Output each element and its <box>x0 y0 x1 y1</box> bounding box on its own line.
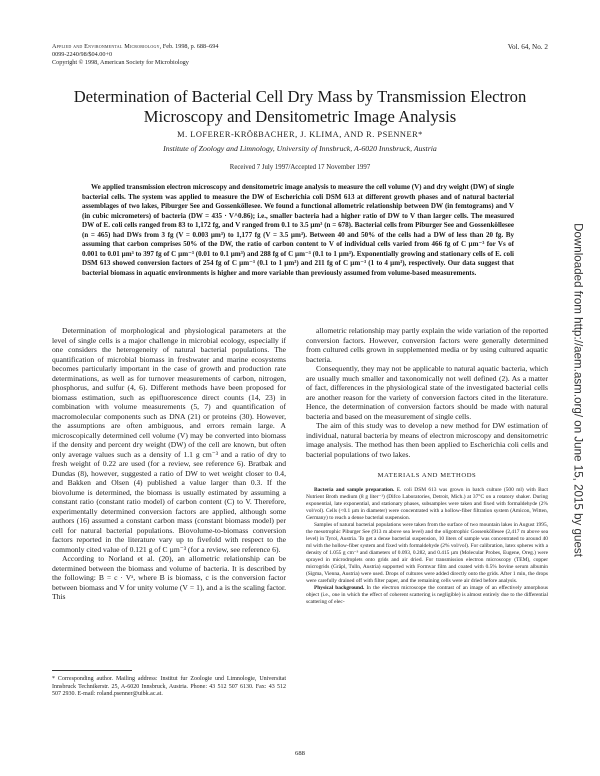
methods-text <box>306 487 548 607</box>
footnote: * Corresponding author. Mailing address: Institut fur Zoologie und Limnologie, Universitat Innsbruck Technikerstr. 25, A-6020 Innsbruck, Austria. Phone: 43 512 507 6130. Fax: 43 512 507 2930. E-mail: roland.psenner@uibk.ac.at. <box>52 676 286 698</box>
body-paragraph: The aim of this study was to develop a new method for DW estimation of individual, natural bacteria by means of electron microscopy and densitometric image analysis. The method has then been applied to Escherichia coli cells and bacterial populations of two lakes. <box>306 421 548 459</box>
methods-paragraph: Samples of natural bacterial populations were taken from the surface of two mountain lakes in August 1995, the mesotrophic Piburger See (913 m above sea level) and the oligotrophic Gossenköllesee (2,417 m above sea level) in Tyrol, Austria. To get a dense bacterial suspension, 10 liters of sample was concentrated to around 40 ml with the hollow-fiber system and fixed with formaldehyde (2% vol/vol). For calibration, latex spheres with a density of 1.055 g cm⁻³ and diameters of 0.093, 0.282, and 0.415 µm (Molecular Probes, Eugene, Oreg.) were sprayed in microdroplets onto grids and air dried. For transmission electron microscopy (TEM), copper microgrids (Gräpl, Tulln, Austria) supported with Formvar film and coated with 0.5% bovine serum albumin (Sigma, Vienna, Austria) were used. Drops of cultures were added directly onto the grids. After 1 min, the drops were carefully drained off with filter paper, and the remaining cells were air dried before analysis. <box>306 521 548 585</box>
right-column <box>306 326 548 606</box>
journal-name: Applied and Environmental Microbiology <box>52 43 160 50</box>
footnote-divider <box>52 670 132 671</box>
article-title: Determination of Bacterial Cell Dry Mass by Transmission Electron Microscopy and Densitometric Image Analysis <box>73 87 527 126</box>
methods-paragraph: Bacteria and sample preparation. E. coli DSM 613 was grown in batch culture (500 ml) with Bact Nutrient Broth medium (8 g liter⁻¹) (Difco Laboratories, Detroit, Mich.) at 37°C on a rotatory shaker. During exponential, late exponential, and stationary phases, subsamples were taken and fixed with formaldehyde (2% vol/vol). Cells (<0.1 µm in diameter) were concentrated with a hollow-fiber filtration system (Amicon, Witten, Germany) to reach a dense bacterial suspension. <box>306 486 548 521</box>
running-header <box>52 43 392 68</box>
left-column <box>52 326 286 602</box>
page-number: 688 <box>295 750 305 757</box>
volume-info: Vol. 64, No. 2 <box>507 43 548 51</box>
paragraph-lead: Bacteria and sample preparation. <box>314 486 395 493</box>
body-paragraph: Consequently, they may not be applicable to natural aquatic bacteria, which are usually much smaller and taxonomically not well defined (2). As a matter of fact, differences in the physiological state of the investigated bacterial cells are another reason for the variety of conversion factors cited in the literature. Hence, the determination of conversion factors should be made with natural bacteria and based on the measurement of single cells. <box>306 364 548 421</box>
received-date: Received 7 July 1997/Accepted 17 November 1997 <box>229 164 371 171</box>
section-heading: MATERIALS AND METHODS <box>377 472 477 479</box>
watermark-text: Downloaded from http://aem.asm.org/ on June 15, 2015 by guest <box>571 223 585 557</box>
issn: 0099-2240/98/$04.00+0 <box>52 51 113 59</box>
methods-paragraph: Physical background. In the electron microscope the contrast of an image of an effectively amorphous object (i.e., one in which the effect of coherent scattering is negligible) is almost entirely due to the differential scattering of elec- <box>306 585 548 606</box>
body-paragraph: Determination of morphological and physiological parameters at the level of single cells is a major challenge in microbial ecology, especially if one considers the heterogeneity of natural bacterial populations. The quantification of microbial biomass in freshwater and marine ecosystems becomes particularly important in the case of growth and production rate determinations, as well as for turnover measurements of carbon, nitrogen, phosphorus, and sulfur (4, 6). Different methods have been proposed for biomass estimation, such as epifluorescence direct counts (14, 23) in combination with volume measurements (5, 7) and quantification of macromolecular components such as DNA (21) or proteins (30). However, the assumptions are often ambiguous, and errors remain large. A microscopically determined cell volume (V) may be converted into biomass if the density and percent dry weight (DW) of the cell are known, but often only average values such as a density of 1.1 g cm⁻³ and a ratio of dry to fresh weight of 0.22 are used (for a review, see reference 6). Bratbak and Dundas (8), however, suggested a ratio of DW to wet weight closer to 0.4, and Bakken and Olsen (4) published a value larger than 0.3. If the biovolume is determined, the biomass is usually estimated by assuming a constant ratio (constant ratio model) of carbon content (C) to V. Therefore, experimentally determined conversion factors are applied, although some authors (16) assumed a constant carbon mass (constant biomass model) per cell for natural bacterial populations. Biovolume-to-biomass conversion factors reported in the literature vary up to fivefold with respect to the commonly cited value of 0.121 g of C µm⁻³ (for a review, see reference 6). <box>52 326 286 554</box>
abstract <box>82 183 514 278</box>
affiliation: Institute of Zoology and Limnology, University of Innsbruck, A-6020 Innsbruck, Austria <box>163 144 437 153</box>
paragraph-lead: Physical background. <box>314 585 365 592</box>
download-watermark <box>568 200 588 580</box>
copyright: Copyright © 1998, American Society for Microbiology <box>52 59 189 67</box>
date-pages: , Feb. 1998, p. 688–694 <box>159 43 219 50</box>
authors: M. LOFERER-KRÖßBACHER, J. KLIMA, AND R. PSENNER* <box>177 130 423 139</box>
abstract-text: We applied transmission electron microscopy and densitometric image analysis to measure the cell volume (V) and dry weight (DW) of single bacterial cells. The system was applied to measure the DW of Escherichia coli DSM 613 at different growth phases and of natural bacterial assemblages of two lakes, Piburger See and Gossenköllesee. We found a functional allometric relationship between DW (in femtograms) and V (in cubic micrometers) of bacteria (DW = 435 · V^0.86); i.e., smaller bacteria had a higher ratio of DW to V than larger cells. The measured DW of E. coli cells ranged from 83 to 1,172 fg, and V ranged from 0.1 to 3.5 µm³ (n = 678). Bacterial cells from Piburger See and Gossenköllesee (n = 465) had DWs from 3 fg (V = 0.003 µm³) to 1,177 fg (V = 3.5 µm³). Between 40 and 50% of the cells had a DW of less than 20 fg. By assuming that carbon comprises 50% of the DW, the ratio of carbon content to V of individual cells varied from 466 fg of C µm⁻³ for Vs of 0.001 to 0.01 µm³ to 397 fg of C µm⁻³ (0.01 to 0.1 µm³) and 288 fg of C µm⁻³ (0.1 to 1 µm³). Exponentially growing and stationary cells of E. coli DSM 613 showed conversion factors of 254 fg of C µm⁻³ (0.1 to 1 µm³) and 211 fg of C µm⁻³ (1 to 4 µm³), respectively. Our data suggest that bacterial biomass in aquatic environments is higher and more variable than previously assumed from volume-based measurements. <box>82 183 514 277</box>
body-paragraph: According to Norland et al. (20), an allometric relationship can be determined between the biomass and volume of bacteria. It is described by the following: B = c · Vᵃ, where B is biomass, c is the conversion factor between biomass and V for unity volume (V = 1), and a is the scaling factor. This <box>52 554 286 601</box>
body-paragraph: allometric relationship may partly explain the wide variation of the reported conversion factors. However, conversion factors were generally determined from cultured cells grown in supplemented media or by using cultured aquatic bacteria. <box>306 326 548 364</box>
